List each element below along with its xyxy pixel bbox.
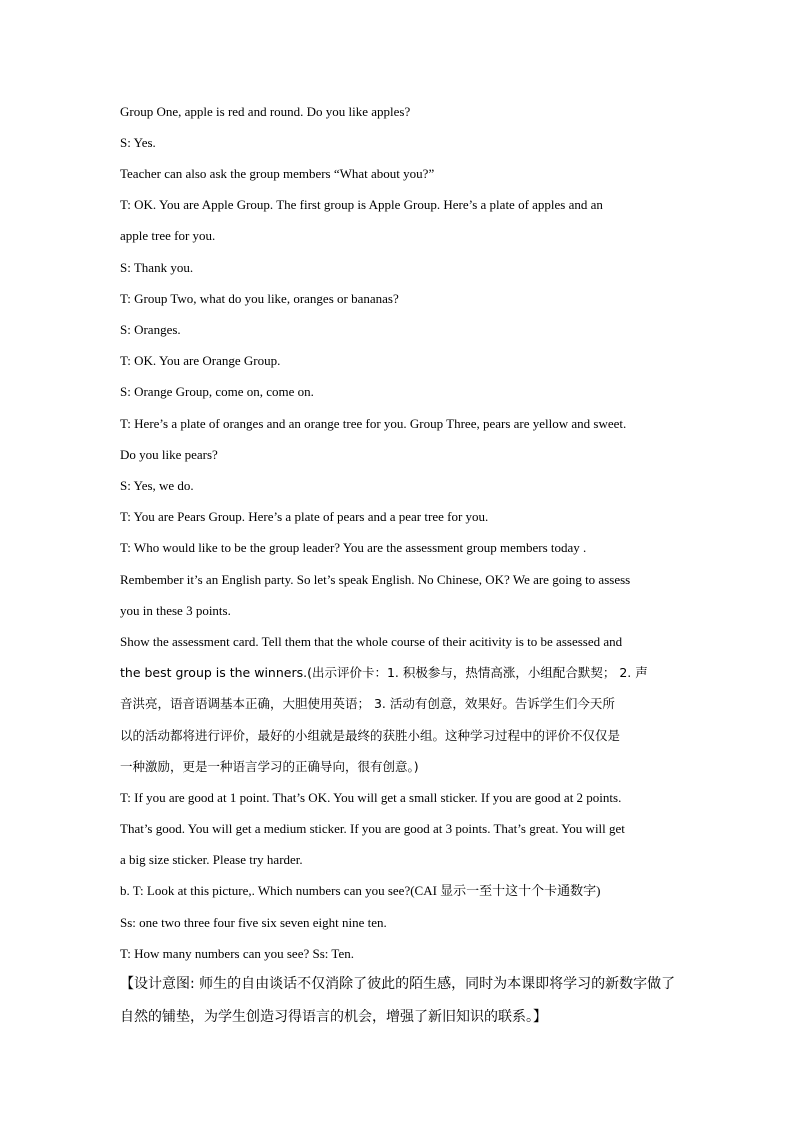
text-line: the best group is the winners.(出示评价卡：1. 积极参与，热情高涨，小组配合默契； 2. 声: [120, 665, 648, 680]
text-line: Show the assessment card. Tell them that the whole course of their acitivity is to be assessed and: [120, 634, 623, 649]
text-line: b. T: Look at this picture,. Which numbers can you see?(CAI 显示一至十这十个卡通数字): [120, 883, 601, 898]
text-line: T: OK. You are Apple Group. The first group is Apple Group. Here’s a plate of apples and an: [120, 197, 603, 212]
text-line: T: OK. You are Orange Group.: [120, 353, 281, 368]
text-line: 音洪亮，语音语调基本正确，大胆使用英语； 3. 活动有创意，效果好。告诉学生们今天所: [120, 696, 615, 711]
text-line: T: You are Pears Group. Here’s a plate of pears and a pear tree for you.: [120, 509, 489, 524]
text-line: Ss: one two three four five six seven eight nine ten.: [120, 915, 387, 930]
text-line: Teacher can also ask the group members “What about you?”: [120, 166, 435, 181]
text-line: you in these 3 points.: [120, 603, 231, 618]
text-line: 以的活动都将进行评价，最好的小组就是最终的获胜小组。这种学习过程中的评价不仅仅是: [120, 728, 621, 743]
text-line: T: Who would like to be the group leader? You are the assessment group members today .: [120, 540, 587, 555]
text-line: T: If you are good at 1 point. That’s OK. You will get a small sticker. If you are good at 2 points.: [120, 790, 622, 805]
text-line: S: Thank you.: [120, 260, 194, 275]
text-line: T: Here’s a plate of oranges and an orange tree for you. Group Three, pears are yellow and sweet.: [120, 416, 627, 431]
text-line: a big size sticker. Please try harder.: [120, 852, 303, 867]
text-line: Group One, apple is red and round. Do you like apples?: [120, 104, 411, 119]
text-line: 一种激励，更是一种语言学习的正确导向，很有创意。): [120, 759, 419, 774]
text-line: apple tree for you.: [120, 228, 216, 243]
text-line: S: Yes, we do.: [120, 478, 194, 493]
text-line: S: Yes.: [120, 135, 156, 150]
design-note-line: 【设计意图: 师生的自由谈话不仅消除了彼此的陌生感，同时为本课即将学习的新数字做了: [120, 976, 676, 992]
text-line: Do you like pears?: [120, 447, 218, 462]
text-line: Rembember it’s an English party. So let’s speak English. No Chinese, OK? We are going to assess: [120, 572, 631, 587]
text-line: That’s good. You will get a medium sticker. If you are good at 3 points. That’s great. You will get: [120, 821, 625, 836]
text-line: T: How many numbers can you see? Ss: Ten.: [120, 946, 354, 961]
design-note-line: 自然的铺垫，为学生创造习得语言的机会，增强了新旧知识的联系。】: [120, 1009, 547, 1025]
text-line: S: Orange Group, come on, come on.: [120, 384, 314, 399]
text-line: S: Oranges.: [120, 322, 181, 337]
text-line: T: Group Two, what do you like, oranges or bananas?: [120, 291, 399, 306]
